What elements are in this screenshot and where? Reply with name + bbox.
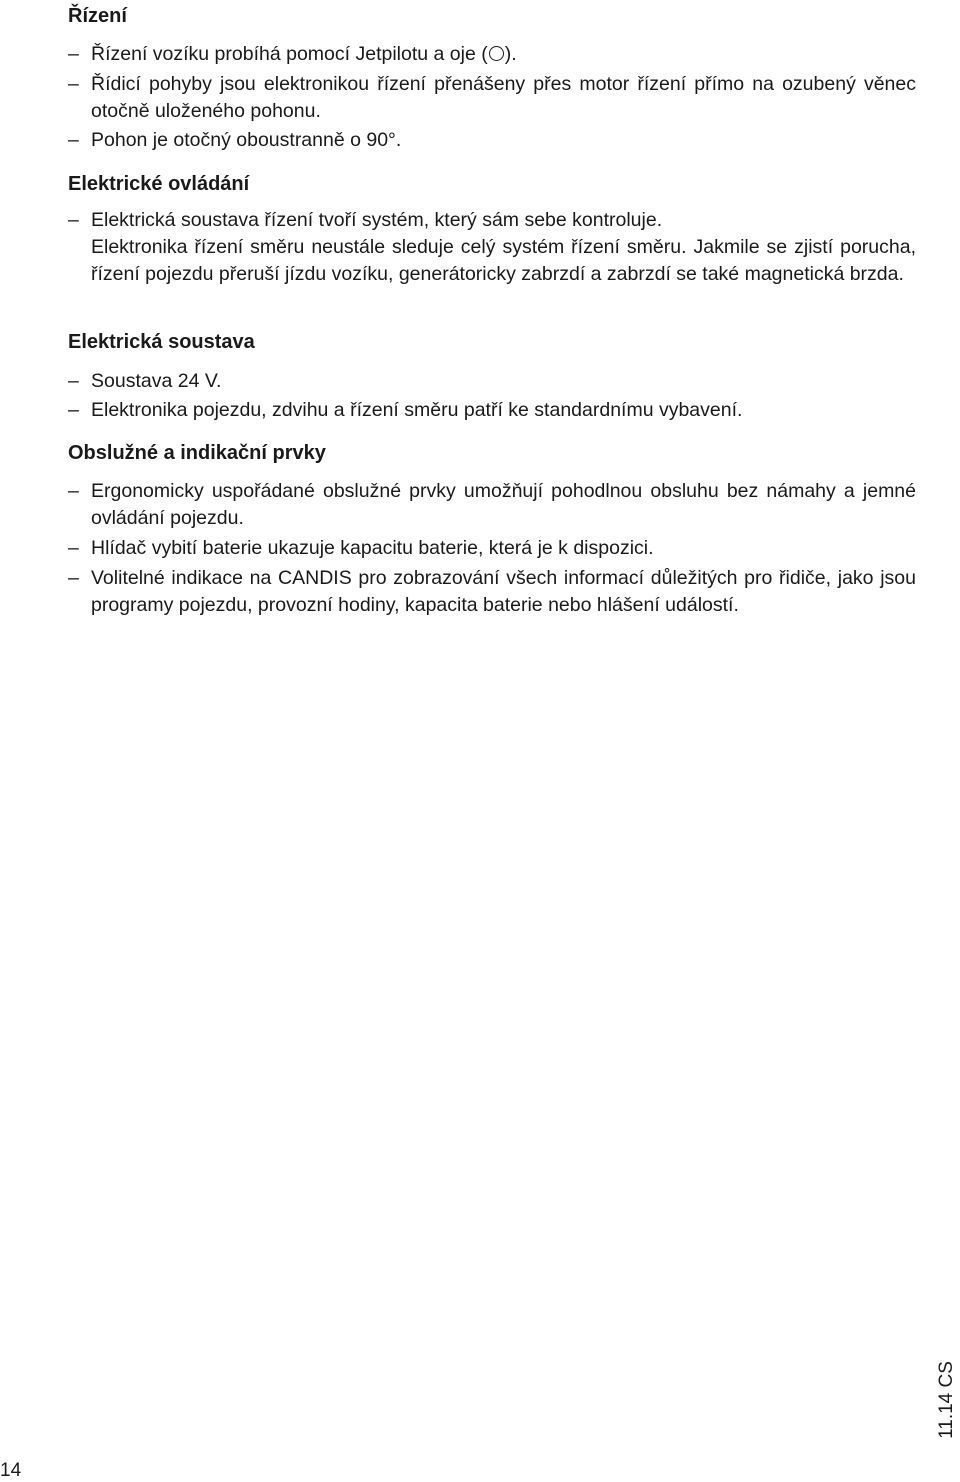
dash-bullet: –: [68, 73, 79, 95]
list-item-text: Pohon je otočný oboustranně o 90°.: [91, 129, 402, 151]
dash-bullet: –: [68, 567, 79, 589]
dash-bullet: –: [68, 399, 79, 421]
section-heading-elektricke-ovladani: Elektrické ovládání: [68, 173, 250, 195]
list-item-text: Elektrická soustava řízení tvoří systém, který sám sebe kontroluje.: [91, 209, 663, 231]
list-item: [68, 478, 916, 532]
section-heading-obsluzne-prvky: Obslužné a indikační prvky: [68, 442, 326, 464]
list-item: [68, 397, 916, 424]
circle-symbol-icon: [489, 46, 504, 61]
list-item-text: Ergonomicky uspořádané obslužné prvky umožňují pohodlnou obsluhu bez námahy a jemné ovládání pojezdu.: [91, 480, 916, 529]
list-item: [68, 71, 916, 125]
edition-date: [936, 1360, 958, 1440]
list-item-text: Elektronika pojezdu, zdvihu a řízení směru patří ke standardnímu vybavení.: [91, 399, 743, 421]
page-number: 14: [0, 1460, 22, 1481]
list-item-text: Řízení vozíku probíhá pomocí Jetpilotu a oje ( ).: [91, 43, 517, 65]
section-heading-rizeni: Řízení: [68, 5, 127, 27]
paragraph-elektronika: Elektronika řízení směru neustále sleduje celý systém řízení směru. Jakmile se zjistí porucha, řízení pojezdu přeruší jízdu vozíku, generátoricky zabrzdí a zabrzdí se také magnetická brzda.: [91, 236, 916, 285]
list-item-text: Řídicí pohyby jsou elektronikou řízení přenášeny přes motor řízení přímo na ozubený věnec otočně uloženého pohonu.: [91, 73, 916, 122]
list-item-text: Soustava 24 V.: [91, 370, 222, 392]
list-item: [68, 41, 916, 68]
dash-bullet: –: [68, 129, 79, 151]
list-item: [68, 207, 916, 234]
dash-bullet: –: [68, 43, 79, 65]
list-item-text: Volitelné indikace na CANDIS pro zobrazování všech informací důležitých pro řidiče, jako jsou programy pojezdu, provozní hodiny, kapacita baterie nebo hlášení událostí.: [91, 567, 916, 616]
section-heading-elektricka-soustava: Elektrická soustava: [68, 331, 255, 353]
edition-date-text: 11.14 CS: [936, 1361, 957, 1439]
dash-bullet: –: [68, 209, 79, 231]
list-item: [68, 535, 916, 562]
list-item: [68, 127, 916, 154]
list-item-text: Hlídač vybití baterie ukazuje kapacitu baterie, která je k dispozici.: [91, 537, 654, 559]
dash-bullet: –: [68, 370, 79, 392]
list-item: [68, 368, 916, 395]
list-item: [68, 565, 916, 619]
dash-bullet: –: [68, 537, 79, 559]
dash-bullet: –: [68, 480, 79, 502]
